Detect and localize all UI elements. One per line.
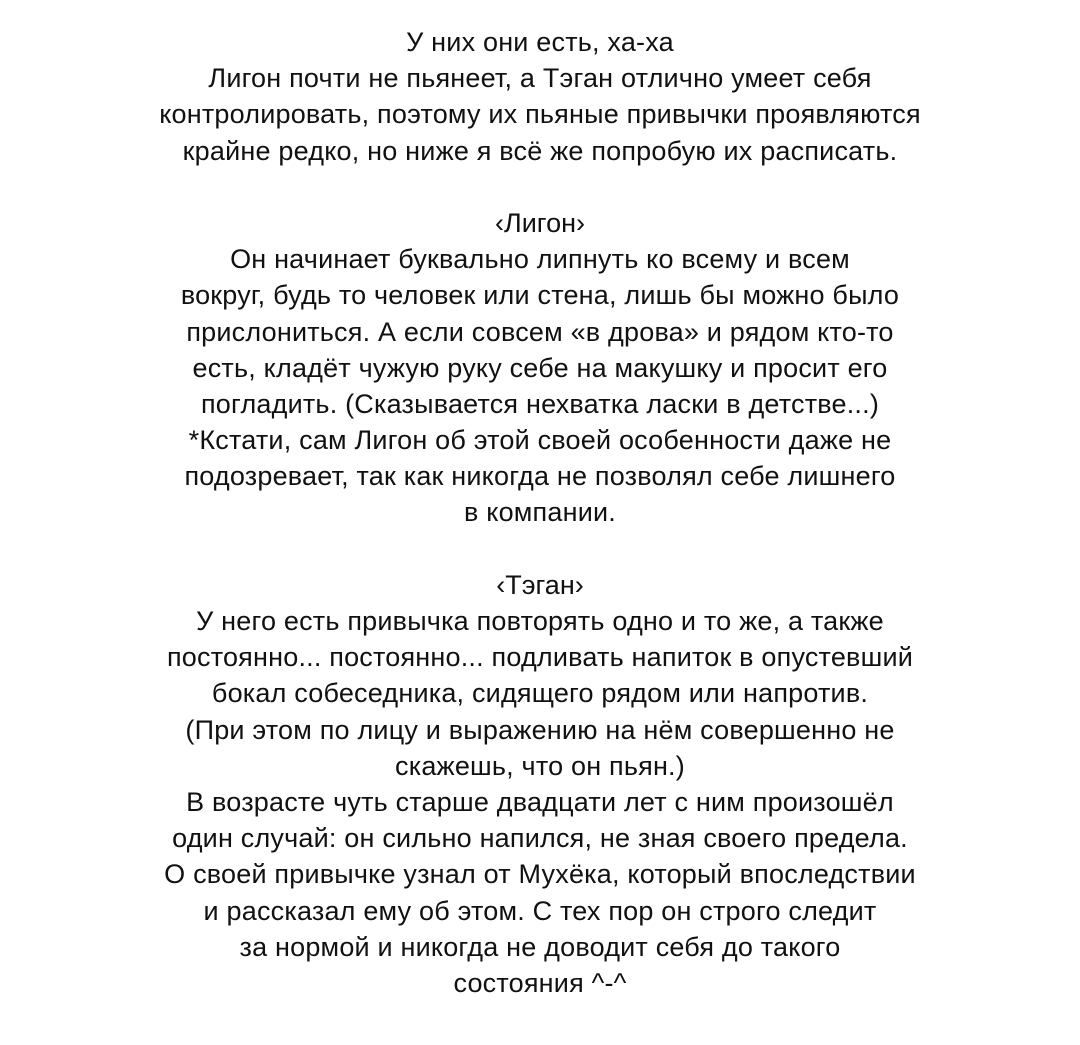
section-line: постоянно... постоянно... подливать напиток в опустевший <box>166 642 914 673</box>
section-line: скажешь, что он пьян.) <box>395 750 685 781</box>
section-line: состояния ^-^ <box>453 967 627 998</box>
section-line: (При этом по лицу и выражению на нём совершенно не <box>185 714 895 745</box>
section-ligon <box>0 205 1080 531</box>
intro-paragraph <box>0 24 1080 169</box>
section-line: О своей привычке узнал от Мухёка, который впоследствии <box>164 859 916 890</box>
intro-line: крайне редко, но ниже я всё же попробую их расписать. <box>182 135 898 166</box>
intro-line: Лигон почти не пьянеет, а Тэган отлично умеет себя <box>208 63 872 94</box>
section-line: за нормой и никогда не доводит себя до такого <box>239 931 841 962</box>
section-line: есть, кладёт чужую руку себе на макушку и просит его <box>192 352 888 383</box>
paragraph-spacer <box>0 169 1080 205</box>
section-line: прислониться. А если совсем «в дрова» и рядом кто-то <box>186 316 894 347</box>
section-line: и рассказал ему об этом. С тех пор он строго следит <box>203 895 877 926</box>
intro-line: У них они есть, ха-ха <box>406 27 674 57</box>
section-line: *Кстати, сам Лигон об этой своей особенности даже не <box>188 425 892 456</box>
section-line: вокруг, будь то человек или стена, лишь бы можно было <box>180 280 900 311</box>
paragraph-spacer <box>0 531 1080 567</box>
section-line: Он начинает буквально липнуть ко всему и всем <box>230 244 850 275</box>
section-line: В возрасте чуть старше двадцати лет с ним произошёл <box>186 786 894 817</box>
section-tegan <box>0 567 1080 1001</box>
section-header-tegan: ‹Тэган› <box>496 569 584 600</box>
section-line: один случай: он сильно напился, не зная своего предела. <box>172 823 908 854</box>
document-page <box>0 24 1080 1001</box>
section-line: подозревает, так как никогда не позволял себе лишнего <box>184 461 896 492</box>
intro-line: контролировать, поэтому их пьяные привычки проявляются <box>159 99 921 130</box>
section-line: бокал собеседника, сидящего рядом или напротив. <box>211 678 869 709</box>
section-line: У него есть привычка повторять одно и то же, а также <box>196 606 884 636</box>
section-header-ligon: ‹Лигон› <box>495 207 585 238</box>
section-line: в компании. <box>464 497 616 528</box>
section-line: погладить. (Сказывается нехватка ласки в детстве...) <box>200 388 880 419</box>
